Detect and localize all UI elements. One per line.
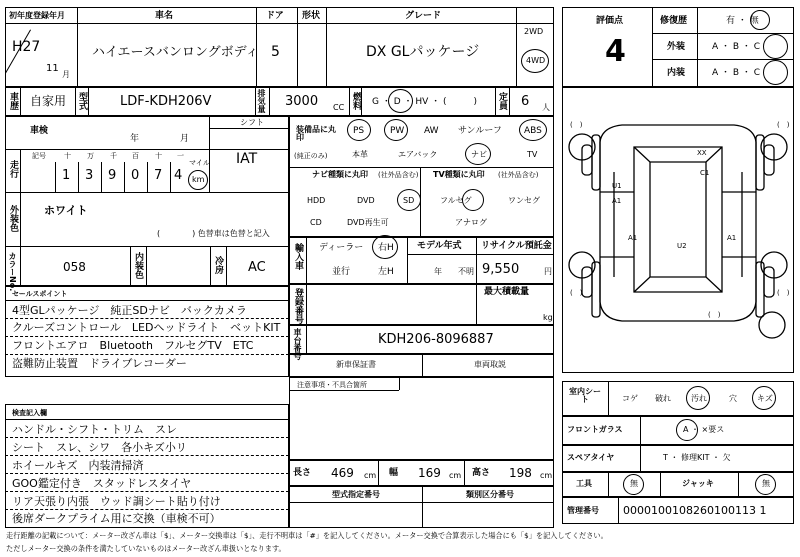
- registration-label: 登録番号: [293, 288, 303, 324]
- inspector-note-line: 後席ダークプライム用に交換（車検不可）: [12, 512, 221, 525]
- color-value: ホワイト: [44, 204, 88, 217]
- first-reg-month: 11: [46, 63, 59, 74]
- seat-option: コゲ: [622, 394, 638, 403]
- interior-label: 内装: [667, 68, 686, 78]
- mgmt-value: 0000100108260100113 1: [623, 504, 767, 517]
- damage-mark: A1: [628, 234, 638, 242]
- mileage-header: 千: [110, 152, 117, 160]
- usage-value: 自家用: [30, 94, 67, 108]
- length-value: 469: [331, 466, 354, 480]
- seat-option: 汚れ: [691, 394, 707, 403]
- tv-analog: アナログ: [455, 218, 487, 227]
- mileage-digit: 4: [174, 168, 183, 183]
- inspection-year: 年: [130, 134, 140, 144]
- damage-mark: U1: [612, 182, 622, 190]
- fuel-diesel-circle: [388, 89, 413, 113]
- seat-label: 室内シート: [569, 387, 601, 404]
- glass-options: A ・ ×要ス: [683, 425, 725, 434]
- manual-label: 車両取説: [474, 360, 506, 369]
- mileage-header: 記号: [32, 152, 46, 160]
- sales-point-line: フロントエアロ Bluetooth フルセグTV ETC: [12, 339, 254, 352]
- mileage-header: 一: [177, 152, 184, 160]
- tv-type-label: TV種類に丸印: [433, 170, 485, 179]
- tv-fullseg: フルセグ: [440, 196, 472, 205]
- category-label: 類別区分番号: [466, 490, 514, 499]
- exterior-c-circle: [763, 34, 788, 59]
- inspector-note-line: ホイールキズ 内装清掃済: [12, 459, 144, 472]
- mileage-digit: 3: [85, 168, 94, 183]
- mileage-digit: 7: [154, 168, 163, 183]
- grade-value: DX GLパッケージ: [366, 44, 480, 60]
- equip-aw: AW: [424, 126, 439, 136]
- fuel-options: G ・ D ・ HV ・ ( ): [372, 97, 478, 107]
- color-no-label: カラーNo.: [8, 252, 17, 292]
- width-value: 169: [418, 466, 441, 480]
- model-year-label: モデル年式: [417, 241, 462, 251]
- import-lh: 左H: [378, 267, 394, 277]
- repair-none-circle: [750, 10, 770, 30]
- mileage-digit: 1: [62, 168, 71, 183]
- new-warranty-label: 新車保証書: [336, 360, 376, 369]
- door-count: 5: [271, 44, 280, 60]
- first-reg-label: 初年度登録年月: [9, 11, 65, 20]
- height-label: 高さ: [472, 468, 491, 478]
- model-label: 型式: [77, 92, 87, 110]
- jack-none-circle: [755, 474, 776, 495]
- jack-label: ジャッキ: [682, 479, 714, 488]
- shift-value: IAT: [236, 151, 258, 167]
- equip-sunroof: サンルーフ: [458, 126, 502, 136]
- jack-value: 無: [762, 479, 770, 488]
- ac-label: 冷房: [213, 256, 223, 274]
- equip-navi-circle: [465, 143, 491, 165]
- sales-point-line: 4型GLパッケージ 純正SDナビ バックカメラ: [12, 304, 247, 317]
- seat-option: 破れ: [655, 394, 671, 403]
- diagram-bracket: ( ): [777, 289, 790, 297]
- car-name: ハイエースバンロングボディ: [92, 45, 259, 60]
- mileage-header: 十: [155, 152, 162, 160]
- capacity-label: 定員: [497, 92, 507, 110]
- import-dealer: ディーラー: [319, 243, 364, 253]
- equip-leather: 本革: [352, 150, 368, 159]
- equip-pw-circle: [384, 119, 408, 141]
- import-rh: 右H: [378, 243, 394, 253]
- door-label: ドア: [266, 11, 284, 21]
- interior-color-label: 内装色: [133, 252, 143, 279]
- navi-sd-circle: [397, 189, 421, 211]
- left-mid-block: [5, 116, 289, 286]
- seat-option: キズ: [757, 394, 773, 403]
- notes-label: 注意事項・不具合箇所: [297, 381, 367, 389]
- navi-dvd-play: DVD再生可: [347, 218, 389, 227]
- navi-hdd: HDD: [307, 196, 326, 205]
- navi-type-sub: (社外品含む): [378, 171, 419, 179]
- interior-c-circle: [763, 60, 788, 85]
- equip-ps: PS: [353, 126, 365, 136]
- evaluation-score: 4: [605, 34, 626, 69]
- tv-type-sub: (社外品含む): [498, 171, 539, 179]
- glass-a-circle: [676, 419, 698, 441]
- equip-ps-circle: [347, 119, 371, 141]
- shift-label: シフト: [240, 118, 264, 127]
- tv-fullseg-circle: [462, 189, 484, 211]
- mileage-digit: 9: [108, 168, 117, 183]
- mileage-header: 万: [87, 152, 94, 160]
- import-label: 輸入車: [293, 243, 303, 270]
- mileage-header: 百: [132, 152, 139, 160]
- sales-points-label: セールスポイント: [12, 290, 68, 298]
- width-label: 幅: [389, 468, 399, 478]
- displacement-value: 3000: [285, 94, 319, 109]
- import-rh-circle: [372, 235, 398, 259]
- footer-line-1: 走行距離の記載について：メーター改ざん車は「$」、メーター交換車は「$」、走行不明車は「#」を記入してください。メーター交換で合算表示した場合にも「$」を記入してください。: [6, 531, 608, 540]
- evaluation-label: 評価点: [596, 16, 624, 26]
- spare-options: T ・ 修理KIT ・ 欠: [663, 453, 731, 462]
- repair-options: 有 ・ 無: [726, 16, 759, 26]
- recycle-value: 9,550: [482, 262, 520, 277]
- color-no-value: 058: [63, 260, 86, 274]
- equip-navi: ナビ: [471, 150, 487, 159]
- sales-point-line: 盗難防止装置 ドライブレコーダー: [12, 357, 187, 370]
- car-diagram: [562, 87, 794, 373]
- inspector-notes-label: 検査記入欄: [12, 409, 47, 417]
- tool-label: 工具: [576, 479, 592, 488]
- equip-tv: TV: [527, 150, 538, 159]
- chassis-value: KDH206-8096887: [378, 332, 494, 347]
- grade-label: グレード: [405, 11, 442, 21]
- capacity-unit: 人: [542, 103, 550, 112]
- repair-label: 修復歴: [660, 16, 688, 26]
- model-year-y: 年: [434, 267, 442, 276]
- diagram-bracket: ( ): [777, 121, 790, 129]
- exterior-label: 外装: [667, 42, 686, 52]
- first-reg-month-suffix: 月: [62, 70, 70, 79]
- inspector-note-line: ハンドル・シフト・トリム スレ: [12, 423, 177, 436]
- drive-4wd: 4WD: [526, 56, 546, 65]
- fuel-label: 燃料: [351, 92, 361, 110]
- seat-option: 穴: [729, 394, 737, 403]
- damage-mark: A1: [612, 197, 622, 205]
- navi-dvd: DVD: [357, 196, 375, 205]
- diagram-bracket: ( ): [708, 311, 721, 319]
- equipment-label: 装備品に丸印: [296, 125, 336, 142]
- max-load-label: 最大積載量: [484, 287, 530, 297]
- drive-2wd: 2WD: [524, 27, 544, 36]
- spare-label: スペアタイヤ: [567, 453, 615, 462]
- interior-options: A ・ B ・ C: [712, 68, 761, 78]
- navi-cd: CD: [310, 218, 322, 227]
- recycle-label: リサイクル預託金: [481, 241, 552, 251]
- mileage-digit: 0: [131, 168, 140, 183]
- glass-label: フロントガラス: [567, 425, 623, 434]
- max-load-unit: kg: [543, 313, 553, 322]
- mileage-header: 十: [64, 152, 71, 160]
- mileage-label: 走行: [8, 160, 18, 178]
- diagram-bracket: ( ): [570, 121, 583, 129]
- navi-sd: SD: [403, 196, 415, 205]
- shape-label: 形状: [302, 11, 321, 21]
- inspection-label: 車検: [30, 126, 49, 136]
- usage-label: 車歴: [8, 92, 18, 110]
- damage-mark: U2: [677, 242, 687, 250]
- color-label: 外装色: [8, 205, 18, 232]
- first-reg-year: H27: [12, 39, 41, 55]
- navi-type-label: ナビ種類に丸印: [312, 170, 368, 179]
- recycle-unit: 円: [544, 267, 552, 276]
- type-designation-label: 型式指定番号: [332, 490, 380, 499]
- model-value: LDF-KDH206V: [120, 94, 212, 109]
- exterior-options: A ・ B ・ C: [712, 42, 761, 52]
- tool-value: 無: [630, 479, 638, 488]
- damage-mark: A1: [727, 234, 737, 242]
- footer-line-2: ただしメーター交換の条件を満たしていないものはメーター改ざん車扱いとなります。: [6, 544, 286, 553]
- model-year-value: 不明: [458, 267, 474, 276]
- mgmt-label: 管理番号: [567, 506, 599, 515]
- drive-4wd-circle: [521, 49, 549, 73]
- inspector-note-line: リア天張り内張 ウッド調シート貼り付け: [12, 495, 221, 508]
- inspector-note-line: GOO鑑定付き スタッドレスタイヤ: [12, 477, 192, 490]
- length-label: 長さ: [293, 468, 312, 478]
- diagram-bracket: ( ): [570, 289, 583, 297]
- equip-airbag: エアバック: [398, 150, 438, 159]
- import-parallel: 並行: [332, 267, 351, 277]
- displacement-unit: CC: [333, 103, 345, 112]
- seat-scratch-circle: [752, 386, 776, 410]
- color-note: ( ) 色替車は色替と記入: [157, 229, 270, 238]
- displacement-label: 排気量: [257, 89, 266, 113]
- mileage-header: マイル: [189, 159, 210, 167]
- inspector-note-line: シート スレ、シワ 各小キズ小リ: [12, 441, 187, 454]
- damage-mark: C1: [700, 169, 710, 177]
- ac-value: AC: [248, 260, 266, 275]
- sales-point-line: クルーズコントロール LEDヘッドライト ベットKIT: [12, 321, 281, 334]
- height-value: 198: [509, 466, 532, 480]
- tool-none-circle: [623, 474, 644, 495]
- seat-dirt-circle: [686, 386, 710, 410]
- inspection-month: 月: [180, 134, 190, 144]
- equipment-sublabel: (純正のみ): [294, 152, 328, 160]
- width-unit: cm: [449, 471, 462, 480]
- mileage-unit: km: [192, 175, 205, 184]
- tv-oneseg: ワンセグ: [508, 196, 540, 205]
- equip-abs-circle: [519, 119, 547, 141]
- length-unit: cm: [364, 471, 377, 480]
- mileage-km-circle: [188, 170, 208, 190]
- damage-mark: XX: [697, 149, 707, 157]
- car-name-label: 車名: [155, 11, 174, 21]
- height-unit: cm: [540, 471, 553, 480]
- capacity-value: 6: [521, 94, 530, 109]
- equip-abs: ABS: [524, 126, 542, 136]
- equip-pw: PW: [390, 126, 405, 136]
- chassis-label: 車台番号: [293, 328, 302, 360]
